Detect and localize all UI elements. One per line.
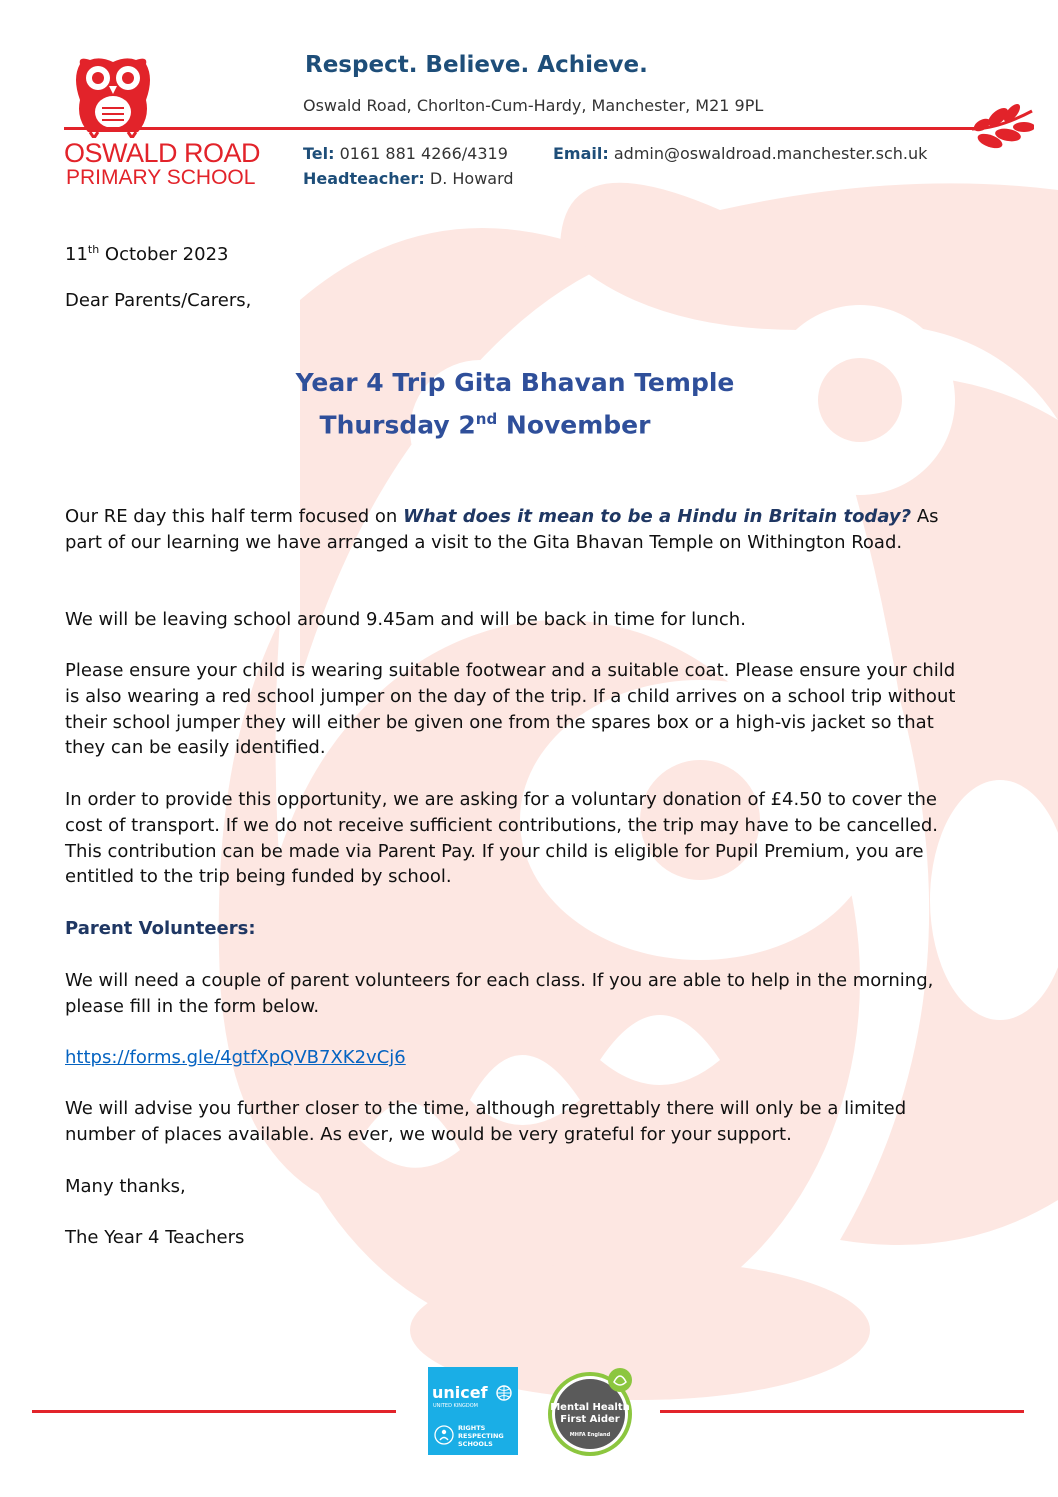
signoff: The Year 4 Teachers — [65, 1227, 245, 1248]
volunteers-heading: Parent Volunteers: — [65, 918, 256, 939]
volunteer-form-link[interactable]: https://forms.gle/4gtfXpQVB7XK2vCj6 — [65, 1047, 406, 1068]
school-name-line1: OSWALD ROAD — [64, 138, 261, 168]
school-name-line2: PRIMARY SCHOOL — [66, 166, 256, 189]
tel-value: 0161 881 4266/4319 — [339, 144, 508, 163]
title-line2: Thursday 2nd November — [319, 410, 651, 440]
paragraph-re-day: Our RE day this half term focused on What does it mean to be a Hindu in Britain today? As part of our learning we have arranged a visit to the Gita Bhavan Temple on Withington Road. — [65, 506, 939, 553]
letter-title — [200, 365, 830, 443]
mhfa-title: Mental Health First Aider — [550, 1402, 630, 1425]
closing-thanks: Many thanks, — [65, 1176, 186, 1197]
tel-label: Tel: — [303, 144, 335, 163]
mental-health-first-aider-badge — [544, 1366, 636, 1458]
paragraph-advise: We will advise you further closer to the time, although regrettably there will only be a limited number of places available. As ever, we would be very grateful for your support. — [65, 1098, 907, 1145]
headteacher-label: Headteacher: — [303, 169, 425, 188]
contact-telephone — [303, 144, 508, 163]
owl-logo-icon — [68, 56, 158, 138]
unicef-country: UNITED KINGDOM — [433, 1403, 478, 1409]
paragraph-clothing: Please ensure your child is wearing suitable footwear and a suitable coat. Please ensure your child is also wearing a red school jumper on the day of the trip. If a child arrives on a school trip without their school jumper they will either be given one from the spares box or a high-vis jacket so that they can be easily identified. — [65, 660, 956, 759]
school-motto: Respect. Believe. Achieve. — [305, 52, 648, 78]
footer-divider-left — [32, 1410, 396, 1413]
paragraph-donation: In order to provide this opportunity, we are asking for a voluntary donation of £4.50 to cover the cost of transport. If we do not receive sufficient contributions, the trip may have to be cancelled. This contribution can be made via Parent Pay. If your child is eligible for Pupil Premium, you are entitled to the trip being funded by school. — [65, 789, 938, 888]
school-logo — [58, 56, 268, 191]
email-label: Email: — [553, 144, 609, 163]
school-address: Oswald Road, Chorlton-Cum-Hardy, Manchester, M21 9PL — [303, 96, 764, 115]
unicef-rights-respecting-badge — [428, 1367, 518, 1455]
footer-divider-right — [660, 1410, 1024, 1413]
headteacher — [303, 169, 514, 188]
unicef-program: RIGHTS RESPECTING SCHOOLS — [458, 1424, 504, 1448]
leaf-icon — [968, 103, 1034, 155]
contact-email — [553, 144, 927, 163]
headteacher-value: D. Howard — [429, 169, 514, 188]
salutation: Dear Parents/Carers, — [65, 290, 252, 311]
header-divider — [64, 127, 976, 130]
globe-icon — [496, 1385, 512, 1401]
paragraph-timing: We will be leaving school around 9.45am and will be back in time for lunch. — [65, 609, 746, 630]
unicef-name: unicef — [432, 1383, 488, 1402]
mhfa-org: MHFA England — [569, 1432, 611, 1438]
email-value: admin@oswaldroad.manchester.sch.uk — [613, 144, 928, 163]
rights-respecting-emblem-icon — [433, 1424, 455, 1446]
paragraph-volunteers: We will need a couple of parent volunteers for each class. If you are able to help in the morning, please fill in the form below. — [65, 970, 934, 1017]
letter-date: 11th October 2023 — [65, 243, 229, 265]
title-line1: Year 4 Trip Gita Bhavan Temple — [295, 368, 735, 397]
